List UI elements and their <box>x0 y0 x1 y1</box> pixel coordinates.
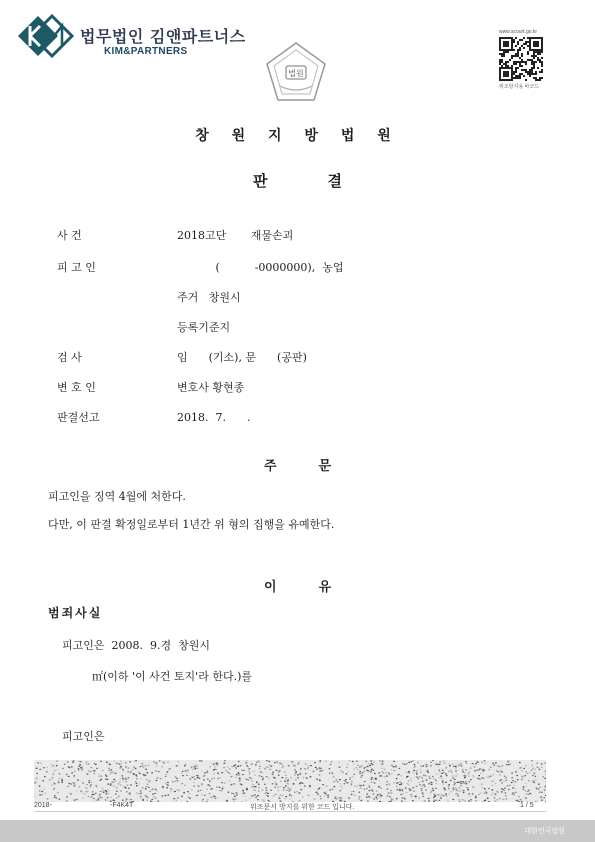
counsel-value: 변호사 황현종 <box>177 381 245 394</box>
prosecutor-row <box>50 336 307 365</box>
order-heading: 주문 <box>263 459 374 474</box>
sentencing-value: 2018. 7. . <box>177 411 251 424</box>
reason-line: 피고인은 <box>62 730 105 743</box>
sentencing-label: 판결선고 <box>57 411 100 424</box>
qr-url: www.scourt.go.kr <box>499 29 538 35</box>
firm-name-english: KIM&PARTNERS <box>104 46 188 57</box>
footer-case-number: 2018- <box>34 802 52 809</box>
footer-divider <box>34 811 546 812</box>
footer-code: -F4K4T <box>110 802 134 809</box>
security-pattern <box>34 760 546 802</box>
prosecutor-label: 검 사 <box>57 351 82 364</box>
court-emblem-icon <box>264 40 328 104</box>
defendant-label: 피 고 인 <box>57 261 96 274</box>
case-info-row <box>50 214 293 243</box>
address-row <box>50 276 241 305</box>
qr-code-icon <box>499 37 543 81</box>
address-value: 주거 창원시 <box>177 291 241 304</box>
crime-facts-heading: 범죄사실 <box>48 606 103 620</box>
counsel-row <box>50 366 244 395</box>
registry-row <box>50 306 230 335</box>
counsel-label: 변 호 인 <box>57 381 96 394</box>
firm-logo-icon <box>16 14 74 58</box>
defendant-value: ( -0000000), 농업 <box>177 261 344 274</box>
footer-page-number: 1 / 5 <box>520 802 534 809</box>
court-name: 창 원 지 방 법 원 <box>195 128 400 144</box>
prosecutor-value: 임 (기소), 문 (공판) <box>177 351 307 364</box>
qr-caption: 위조방지용 바코드 <box>499 84 540 90</box>
order-line: 피고인을 징역 4월에 처한다. <box>48 490 186 503</box>
reason-line: 피고인은 2008. 9.경 창원시 <box>62 639 210 652</box>
order-line: 다만, 이 판결 확정일로부터 1년간 위 형의 집행을 유예한다. <box>48 518 335 531</box>
firm-name-korean: 법무법인 김앤파트너스 <box>80 27 246 46</box>
registry-value: 등록기준지 <box>177 321 231 334</box>
footer-notice: 위조문서 방지를 위한 코드 입니다. <box>250 804 355 811</box>
footer-band <box>0 820 595 842</box>
reason-heading: 이유 <box>263 580 374 595</box>
sentencing-row <box>50 396 250 425</box>
case-value: 2018고단 재물손괴 <box>177 229 294 242</box>
footer-band-label: 대한민국법원 <box>524 827 565 835</box>
case-label: 사 건 <box>57 229 82 242</box>
emblem-label: 법원 <box>288 69 304 78</box>
defendant-row <box>50 246 343 275</box>
document-title: 판결 <box>253 172 402 190</box>
reason-line: ㎡(이하 '이 사건 토지'라 한다.)를 <box>92 670 252 683</box>
